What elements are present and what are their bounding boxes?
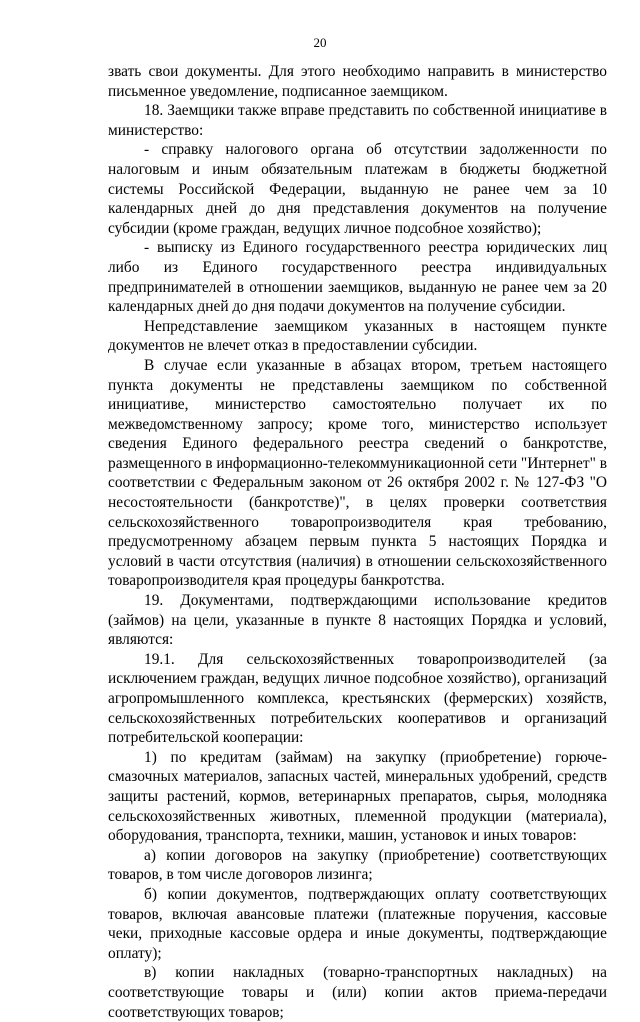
page-number: 20: [313, 35, 327, 50]
paragraph-item-1: 1) по кредитам (займам) на закупку (приобретение) горюче-смазочных материалов, запасных частей, минеральных удобрений, средств защиты растений, кормов, ветеринарных препаратов, сырья, молодняка сельскохозяйственных животных, племенной продукции (материала), оборудования, транспорта, техники, машин, установок и иных товаров:: [108, 748, 607, 845]
paragraph-item-b: б) копии документов, подтверждающих оплату соответствующих товаров, включая авансовые платежи (платежные поручения, кассовые чеки, приходные кассовые ордера и иные документы, подтверждающие оплату);: [108, 885, 607, 962]
paragraph-18: 18. Заемщики также вправе представить по собственной инициативе в министерство:: [108, 102, 607, 139]
paragraph-non-submission: Непредставление заемщиком указанных в настоящем пункте документов не влечет отказ в предоставлении субсидии.: [108, 317, 607, 355]
paragraph-continuation: звать свои документы. Для этого необходимо направить в министерство письменное уведомление, подписанное заемщиком.: [108, 63, 607, 100]
paragraph-interagency-request: В случае если указанные в абзацах втором, третьем настоящего пункта документы не представлены заемщиком по собственной инициативе, министерство самостоятельно получает их по межведомственному запросу; кроме того, министерство использует сведения Единого федерального реестра сведений о банкротстве, размещенного в информационно-телекоммуникационной сети "Интернет" в соответствии с Федеральным законом от 26 октября 2002 г. № 127-ФЗ "О несостоятельности (банкротстве)", в целях проверки соответствия сельскохозяйственного товаропроизводителя края требованию, предусмотренному абзацем первым пункта 5 настоящих Порядка и условий в части отсутствия (наличия) в отношении сельскохозяйственного товаропроизводителя края процедуры банкротства.: [108, 356, 607, 590]
document-body: [108, 62, 607, 1022]
paragraph-19-1: 19.1. Для сельскохозяйственных товаропроизводителей (за исключением граждан, ведущих личное подсобное хозяйство), организаций агропромышленного комплекса, крестьянских (фермерских) хозяйств, сельскохозяйственных потребительских кооперативов и организаций потребительской кооперации:: [108, 650, 607, 747]
paragraph-tax-certificate: - справку налогового органа об отсутствии задолженности по налоговым и иным обязательным платежам в бюджеты бюджетной системы Российской Федерации, выданную не ранее чем за 10 календарных дней до дня представления документов на получение субсидии (кроме граждан, ведущих личное подсобное хозяйство);: [108, 141, 607, 237]
paragraph-19: 19. Документами, подтверждающими использование кредитов (займов) на цели, указанные в пункте 8 настоящих Порядка и условий, являются:: [108, 592, 607, 649]
paragraph-item-a: а) копии договоров на закупку (приобретение) соответствующих товаров, в том числе договоров лизинга;: [108, 846, 607, 884]
paragraph-item-c: в) копии накладных (товарно-транспортных накладных) на соответствующие товары и (или) копии актов приема-передачи соответствующих товаров;: [108, 964, 607, 1021]
paragraph-registry-extract: - выписку из Единого государственного реестра юридических лиц либо из Единого государственного реестра индивидуальных предпринимателей в отношении заемщиков, выданную не ранее чем за 20 календарных дней до дня подачи документов на получение субсидии.: [108, 239, 607, 316]
